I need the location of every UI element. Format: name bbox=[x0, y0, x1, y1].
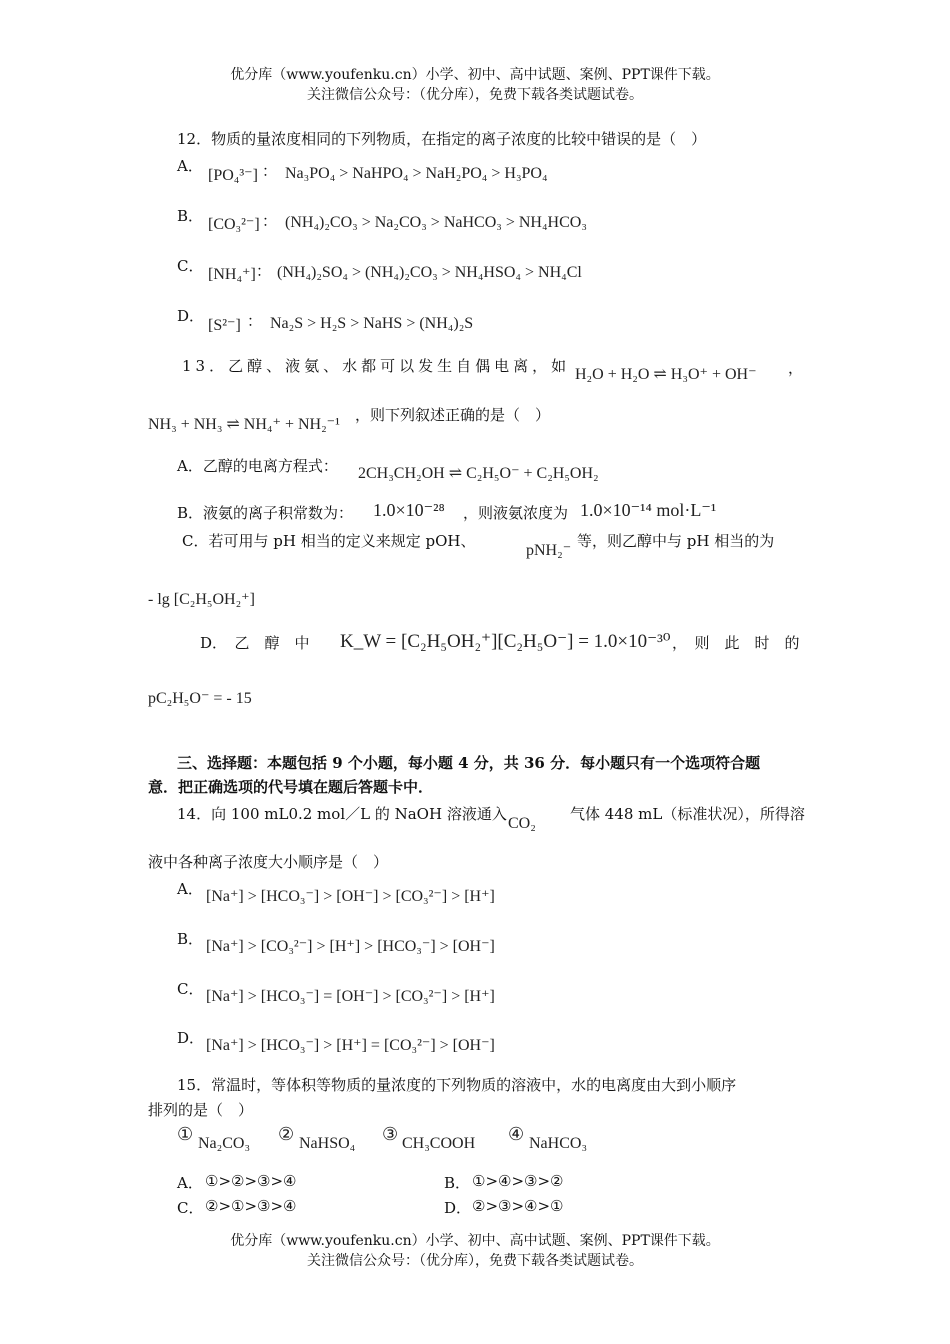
q15-substance-3-formula: CH₃COOH bbox=[402, 1135, 476, 1152]
q15-option-c-text: ②>①>③>④ bbox=[205, 1197, 297, 1215]
q12-option-b-colon: ： bbox=[262, 212, 278, 230]
section3-title-line-2: 意．把正确选项的代号填在题后答题卡中． bbox=[148, 778, 434, 796]
q14-stem-2: 气体 448 mL（标准状况），所得溶 bbox=[570, 805, 805, 823]
q12-option-d-expr: Na₂S > H₂S > NaHS > (NH₄)₂S bbox=[270, 315, 474, 332]
q13-option-c-expression: - lg [C₂H₅OH₂⁺] bbox=[148, 591, 255, 608]
header-line-1: 优分库（www.youfenku.cn）小学、初中、高中试题、案例、PPT课件下载。 bbox=[230, 67, 720, 83]
q12-option-d-colon: ： bbox=[247, 312, 263, 330]
q13-option-b-text-1: B．液氨的离子积常数为： bbox=[177, 504, 354, 522]
q12-option-b-label: B． bbox=[177, 207, 204, 225]
footer-line-2: 关注微信公众号：（优分库），免费下载各类试题试卷。 bbox=[307, 1253, 643, 1269]
q13-water-equation: H₂O + H₂O ⇌ H₃O⁺ + OH⁻ bbox=[575, 366, 757, 383]
q15-substance-1-number: ① bbox=[177, 1124, 194, 1144]
q15-option-a-label: A． bbox=[177, 1174, 203, 1192]
q12-option-a-ion: [PO₄³⁻] bbox=[208, 167, 258, 184]
q13-comma: ， bbox=[788, 359, 804, 377]
q14-option-b-label: B． bbox=[177, 930, 204, 948]
q13-ammonia-equation: NH₃ + NH₃ ⇌ NH₄⁺ + NH₂⁻¹ bbox=[148, 416, 340, 433]
q13-option-b-value-1: 1.0×10⁻²⁸ bbox=[373, 500, 445, 520]
q12-option-a-colon: ： bbox=[262, 162, 278, 180]
q12-option-c-expr: (NH₄)₂SO₄ > (NH₄)₂CO₃ > NH₄HSO₄ > NH₄Cl bbox=[277, 264, 582, 281]
q13-option-b-text-2: ，则液氨浓度为 bbox=[463, 504, 569, 522]
q14-stem-3: 液中各种离子浓度大小顺序是（ ） bbox=[148, 853, 389, 871]
footer-line-1: 优分库（www.youfenku.cn）小学、初中、高中试题、案例、PPT课件下载。 bbox=[230, 1233, 720, 1249]
q14-option-c-label: C． bbox=[177, 980, 204, 998]
q13-option-b-value-2: 1.0×10⁻¹⁴ mol·L⁻¹ bbox=[580, 500, 717, 520]
q15-substance-3-number: ③ bbox=[382, 1124, 399, 1144]
q13-option-c-text-1: C．若可用与 pH 相当的定义来规定 pOH、 bbox=[182, 532, 476, 550]
q13-option-d-expression: K_W = [C₂H₅OH₂⁺][C₂H₅O⁻] = 1.0×10⁻³⁰ bbox=[340, 631, 671, 652]
q14-option-a-expr: [Na⁺] > [HCO₃⁻] > [OH⁻] > [CO₃²⁻] > [H⁺] bbox=[206, 888, 495, 905]
q12-stem: 12．物质的量浓度相同的下列物质，在指定的离子浓度的比较中错误的是（ ） bbox=[177, 130, 707, 148]
q12-option-a-expr: Na₃PO₄ > NaHPO₄ > NaH₂PO₄ > H₃PO₄ bbox=[285, 165, 548, 182]
q13-option-a-equation: 2CH₃CH₂OH ⇌ C₂H₅O⁻ + C₂H₅OH₂ bbox=[358, 465, 599, 482]
q12-option-d-label: D． bbox=[177, 307, 205, 325]
q12-option-c-colon: ： bbox=[256, 262, 272, 280]
q15-substance-4-number: ④ bbox=[508, 1124, 525, 1144]
q12-option-c-label: C． bbox=[177, 257, 204, 275]
q12-option-d-ion: [S²⁻] bbox=[208, 317, 241, 334]
q13-option-c-text-2: 等，则乙醇中与 pH 相当的为 bbox=[577, 532, 775, 550]
q15-option-c-label: C． bbox=[177, 1199, 204, 1217]
q13-option-d-result: pC₂H₅O⁻ = - 15 bbox=[148, 690, 252, 707]
q15-substance-2-formula: NaHSO₄ bbox=[299, 1135, 356, 1152]
q14-option-b-expr: [Na⁺] > [CO₃²⁻] > [H⁺] > [HCO₃⁻] > [OH⁻] bbox=[206, 938, 495, 955]
q13-option-c-value: pNH₂⁻ bbox=[526, 542, 572, 559]
q14-option-a-label: A． bbox=[177, 880, 203, 898]
q14-co2: CO₂ bbox=[508, 815, 536, 832]
q15-option-b-text: ①>④>③>② bbox=[472, 1172, 564, 1190]
q14-stem-1: 14．向 100 mL0.2 mol／L 的 NaOH 溶液通入 bbox=[177, 805, 507, 823]
q14-option-c-expr: [Na⁺] > [HCO₃⁻] = [OH⁻] > [CO₃²⁻] > [H⁺] bbox=[206, 988, 495, 1005]
q13-stem-end: ，则下列叙述正确的是（ ） bbox=[355, 406, 551, 424]
q12-option-b-expr: (NH₄)₂CO₃ > Na₂CO₃ > NaHCO₃ > NH₄HCO₃ bbox=[285, 214, 587, 231]
q15-option-a-text: ①>②>③>④ bbox=[205, 1172, 297, 1190]
q12-option-a-label: A． bbox=[177, 157, 203, 175]
q12-option-c-ion: [NH₄⁺] bbox=[208, 266, 256, 283]
q13-option-a-text: A．乙醇的电离方程式： bbox=[177, 457, 338, 475]
q15-stem-2: 排列的是（ ） bbox=[148, 1101, 254, 1119]
q15-option-d-label: D． bbox=[444, 1199, 472, 1217]
q14-option-d-expr: [Na⁺] > [HCO₃⁻] > [H⁺] = [CO₃²⁻] > [OH⁻] bbox=[206, 1037, 495, 1054]
q13-option-d-label: D． 乙 醇 中 bbox=[200, 634, 310, 652]
q15-substance-1-formula: Na₂CO₃ bbox=[198, 1135, 251, 1152]
q15-substance-2-number: ② bbox=[278, 1124, 295, 1144]
q14-option-d-label: D． bbox=[177, 1029, 205, 1047]
q13-option-d-text: ， 则 此 时 的 bbox=[672, 634, 800, 652]
q15-option-d-text: ②>③>④>① bbox=[472, 1197, 564, 1215]
q15-stem-1: 15．常温时，等体积等物质的量浓度的下列物质的溶液中，水的电离度由大到小顺序 bbox=[177, 1076, 737, 1094]
q12-option-b-ion: [CO₃²⁻] bbox=[208, 216, 260, 233]
q13-stem: 13．乙醇、液氨、水都可以发生自偶电离，如 bbox=[182, 357, 571, 375]
q15-option-b-label: B． bbox=[444, 1174, 471, 1192]
header-line-2: 关注微信公众号：（优分库），免费下载各类试题试卷。 bbox=[307, 87, 643, 103]
q15-substance-4-formula: NaHCO₃ bbox=[529, 1135, 588, 1152]
section3-title-line-1: 三、选择题：本题包括 9 个小题，每小题 4 分，共 36 分．每小题只有一个选项符合题 bbox=[177, 754, 761, 772]
